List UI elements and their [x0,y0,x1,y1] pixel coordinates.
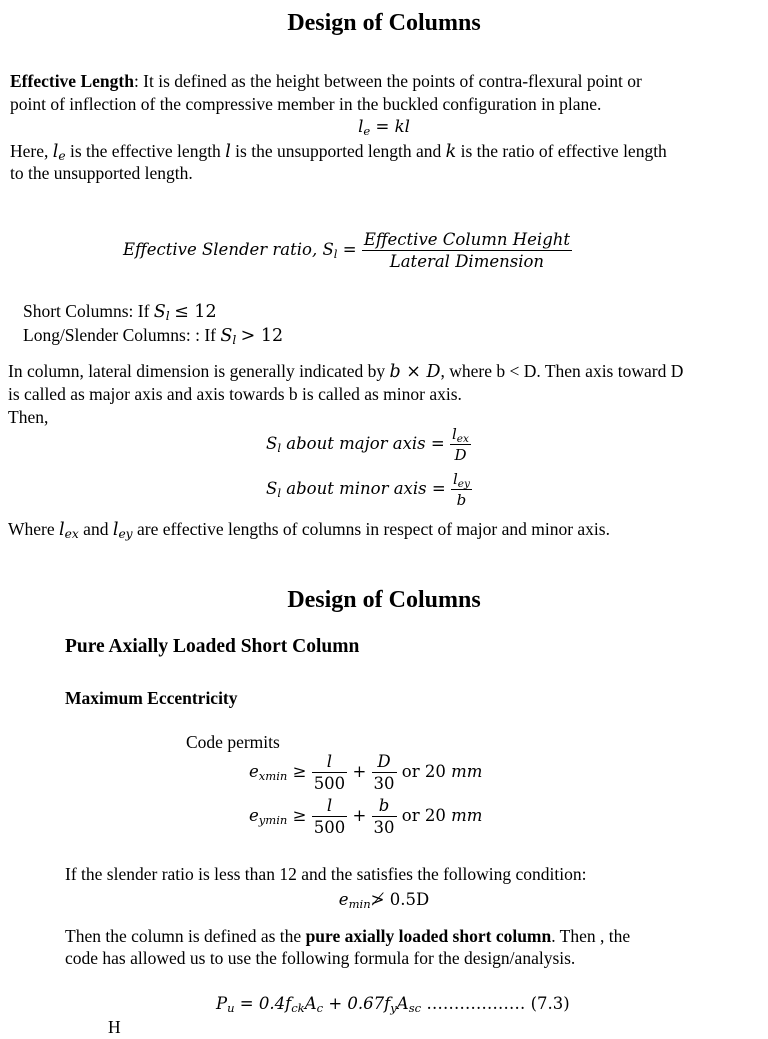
condition-text: If the slender ratio is less than 12 and the satisfies the following condition: [65,864,587,884]
code-permits-label: Code permits [186,732,280,752]
pu-formula: $P_u = 0.4f_{ck}A_c + 0.67f_yA_{sc}$ ……………… (7.3) [216,994,570,1015]
effective-length-def-line1: : It is defined as the height between the points of contra-flexural point or [133,71,642,91]
short-column-condition: Short Columns: If $S_l \le 12$ [23,301,217,323]
page-title: Design of Columns [287,10,481,36]
effective-length-term: Effective Length [10,71,134,91]
slender-ratio-formula: Effective Slender ratio, $S_l$ = $\frac{\text{Effective Column Height}}{\text{Lateral Dimension}}$ [123,230,571,271]
lateral-dimension-line1: In column, lateral dimension is generally indicated by b × D, where b < D. Then axis toward D [8,361,684,382]
lateral-dimension-line2: is called as major axis and axis towards b is called as minor axis. [8,384,462,404]
slender-numerator: Effective Column Height [363,230,571,249]
minor-axis-formula: $S_l$ about minor axis = $\frac{l_{ey}}{b}$ [266,470,470,509]
formula-le: $l_e$ = kl [358,117,410,138]
then-paragraph-line2: code has allowed us to use the following formula for the design/analysis. [65,948,576,968]
ey-min-formula: $e_{ymin}$ ≥ $\frac{l}{500}$ + $\frac{b}{30}$ or 20 mm [249,796,483,837]
next-line-fragment: H [108,1017,121,1037]
emin-condition: $e_{min}≯$ 0.5D [338,890,430,911]
effective-length-def-line2: point of inflection of the compressive member in the buckled configuration in plane. [10,94,602,114]
then-paragraph: Then the column is defined as the pure axially loaded short column. Then , the [65,926,631,946]
section-title: Design of Columns [287,587,481,613]
here-paragraph: Here, $l_e$ is the effective length l is the unsupported length and k is the ratio of effective length [10,141,667,163]
subheading-maximum-eccentricity: Maximum Eccentricity [65,688,238,708]
slender-denominator: Lateral Dimension [362,250,572,271]
long-column-condition: Long/Slender Columns: : If $S_l > 12$ [23,325,284,347]
then-label: Then, [8,407,49,427]
major-axis-formula: $S_l$ about major axis = $\frac{l_{ex}}{D}$ [266,425,469,464]
where-paragraph: Where $l_{ex}$ and $l_{ey}$ are effective lengths of columns in respect of major and minor axis. [8,519,610,541]
ex-min-formula: $e_{xmin}$ ≥ $\frac{l}{500}$ + $\frac{D}{30}$ or 20 mm [249,752,483,793]
heading-pure-axially-loaded: Pure Axially Loaded Short Column [65,636,360,657]
effective-length-paragraph [10,70,642,93]
here-line2: to the unsupported length. [10,163,193,183]
